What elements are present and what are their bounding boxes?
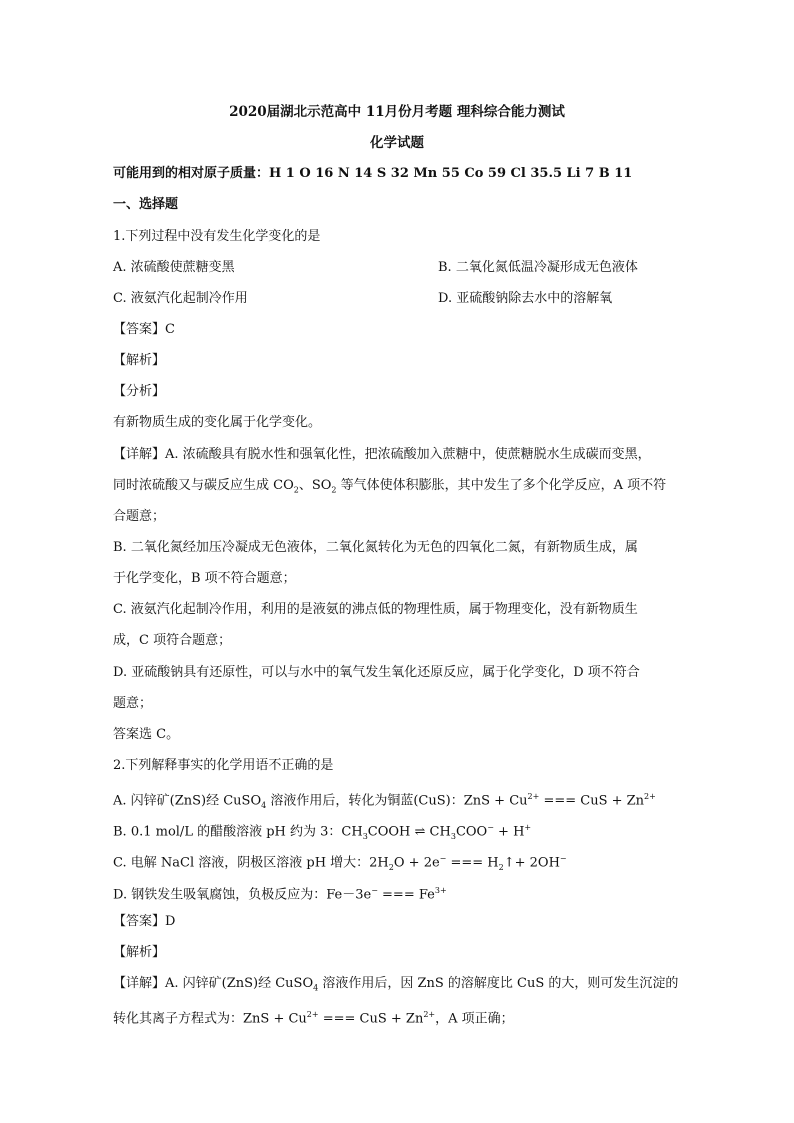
q1-detail-b-line2: 于化学变化，B 项不符合题意；: [113, 571, 296, 586]
q2-option-a: A. 闪锌矿(ZnS)经 CuSO$_4$ 溶液作用后，转化为铜蓝(CuS)：ZnS + $Cu^{2+}$ === CuS + $Zn^{2+}$: [113, 792, 656, 810]
q1-detail-a-line2: 同时浓硫酸又与碳反应生成 $CO_2$、$SO_2$ 等气体使体积膨胀，其中发生了多个化学反应，A 项不符: [113, 478, 667, 495]
q1-conclusion: 答案选 C。: [113, 727, 180, 742]
q1-detail-c-line1: C. 液氨汽化起制冷作用，利用的是液氨的沸点低的物理性质，属于物理变化，没有新物质生: [113, 602, 638, 617]
exam-subtitle: 化学试题: [370, 135, 424, 151]
q2-answer: 【答案】D: [113, 914, 176, 929]
q2-option-c: C. 电解 NaCl 溶液，阴极区溶液 pH 增大：$2H_2O + 2e^-$ === $H_2↑+ 2OH^-$: [113, 854, 567, 872]
q2-option-b: B. 0.1 mol/L 的醋酸溶液 pH 约为 3：$CH_3COOH$ ⇌ $CH_3COO^- + H^+$: [113, 823, 532, 841]
q1-detail-c-line2: 成，C 项符合题意；: [113, 633, 232, 648]
exam-title: 2020届湖北示范高中 11月份月考题 理科综合能力测试: [229, 104, 565, 120]
q1-jiexi-label: 【解析】: [113, 353, 166, 368]
q2-detail-a-line2: 转化其离子方程式为：ZnS + $Cu^{2+}$ === CuS + $Zn^{2+}$，A 项正确；: [113, 1010, 514, 1027]
q1-option-b: B. 二氧化氮低温冷凝形成无色液体: [438, 260, 638, 275]
q1-detail-a-line1: 【详解】A. 浓硫酸具有脱水性和强氧化性，把浓硫酸加入蔗糖中，使蔗糖脱水生成碳而变黑，: [113, 447, 651, 462]
q1-option-a: A. 浓硫酸使蔗糖变黑: [113, 260, 235, 275]
q1-detail-b-line1: B. 二氧化氮经加压冷凝成无色液体，二氧化氮转化为无色的四氧化二氮，有新物质生成，属: [113, 540, 638, 555]
q2-jiexi-label: 【解析】: [113, 945, 166, 960]
q1-detail-d-line2: 题意；: [113, 696, 153, 711]
q1-detail-d-line1: D. 亚硫酸钠具有还原性，可以与水中的氧气发生氧化还原反应，属于化学变化，D 项不符合: [113, 665, 640, 680]
q1-detail-a-line3: 合题意；: [113, 509, 166, 524]
section-heading: 一、选择题: [113, 197, 179, 212]
q1-fenxi-label: 【分析】: [113, 384, 166, 399]
atomic-mass-line: 可能用到的相对原子质量：H 1 O 16 N 14 S 32 Mn 55 Co 59 Cl 35.5 Li 7 B 11: [113, 166, 633, 181]
q1-stem: 1.下列过程中没有发生化学变化的是: [113, 229, 321, 244]
q1-option-d: D. 亚硫酸钠除去水中的溶解氧: [438, 291, 613, 306]
q2-stem: 2.下列解释事实的化学用语不正确的是: [113, 758, 334, 773]
q1-answer: 【答案】C: [113, 322, 175, 337]
q1-option-c: C. 液氨汽化起制冷作用: [113, 291, 248, 306]
q1-fenxi-text: 有新物质生成的变化属于化学变化。: [113, 415, 322, 430]
q2-option-d: D. 钢铁发生吸氧腐蚀，负极反应为：Fe－3e− === $Fe^{3+}$: [113, 886, 447, 903]
q2-detail-a-line1: 【详解】A. 闪锌矿(ZnS)经 CuSO$_4$ 溶液作用后，因 ZnS 的溶解度比 CuS 的大，则可发生沉淀的: [113, 976, 679, 993]
